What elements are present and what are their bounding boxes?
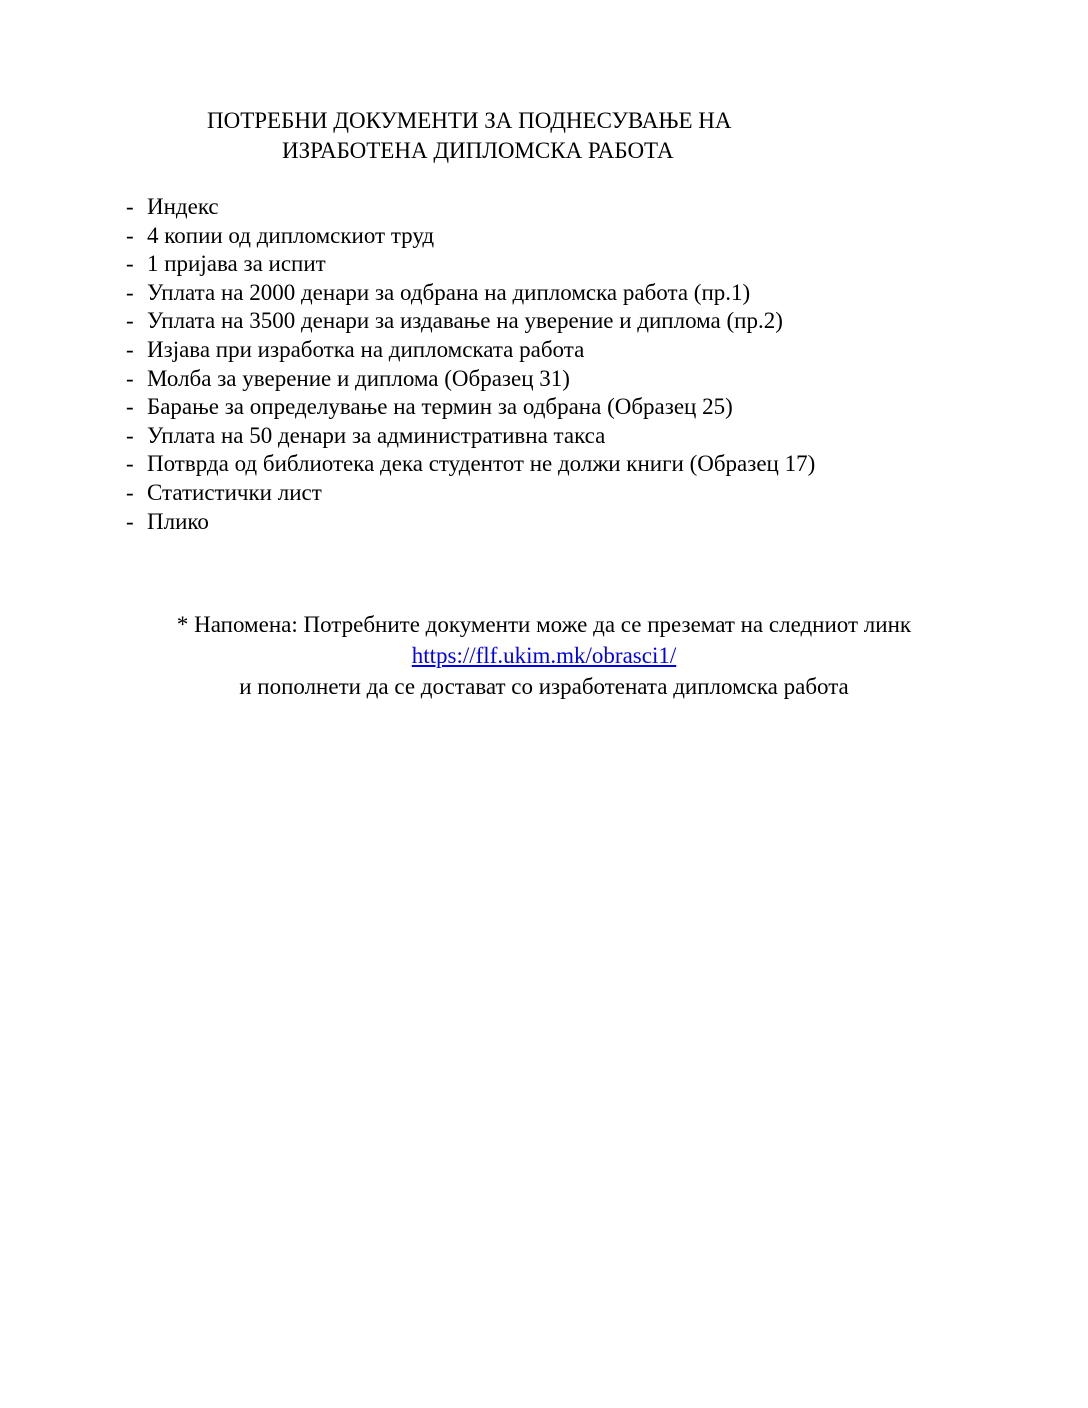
document-title: [0, 106, 1088, 166]
list-item-text: Барање за определување на термин за одбрана (Образец 25): [147, 394, 733, 420]
list-item-text: Уплата на 3500 денари за издавање на уверение и диплома (пр.2): [147, 308, 783, 334]
list-item: [126, 193, 815, 222]
list-item: [126, 479, 815, 508]
list-item-text: 4 копии од дипломскиот труд: [147, 222, 435, 248]
list-item: [126, 508, 815, 537]
list-item: [126, 365, 815, 394]
note-text: * Напомена: Потребните документи може да се преземат на следниот линк: [176, 612, 912, 637]
list-item-text: 1 пријава за испит: [147, 251, 326, 277]
forms-link[interactable]: https://flf.ukim.mk/obrasci1/: [411, 643, 677, 668]
list-bullet: -: [126, 394, 134, 420]
list-item: [126, 250, 815, 279]
list-item-text: Плико: [147, 508, 209, 534]
list-item-text: Уплата на 50 денари за административна такса: [147, 422, 606, 448]
list-item-text: Потврда од библиотека дека студентот не должи книги (Образец 17): [147, 451, 816, 477]
list-bullet: -: [126, 279, 134, 305]
title-line-2: ИЗРАБОТЕНА ДИПЛОМСКА РАБОТА: [282, 138, 674, 163]
list-item: [126, 336, 815, 365]
list-bullet: -: [126, 479, 134, 505]
list-bullet: -: [126, 194, 134, 219]
list-item-text: Изјава при изработка на дипломската работа: [147, 336, 585, 362]
list-item: [126, 422, 815, 451]
list-bullet: -: [126, 365, 134, 391]
list-bullet: -: [126, 308, 134, 334]
list-item-text: Уплата на 2000 денари за одбрана на дипломска работа (пр.1): [147, 279, 751, 305]
list-bullet: -: [126, 251, 134, 277]
title-line-1: ПОТРЕБНИ ДОКУМЕНТИ ЗА ПОДНЕСУВАЊЕ НА: [207, 108, 732, 133]
list-bullet: -: [126, 222, 134, 248]
list-bullet: -: [126, 508, 134, 534]
list-bullet: -: [126, 451, 134, 477]
note-closing-text: и пополнети да се достават со изработената дипломска работа: [239, 674, 849, 699]
list-item: [126, 450, 815, 479]
list-item: [126, 222, 815, 251]
list-item-text: Молба за уверение и диплома (Образец 31): [147, 365, 570, 391]
note-link-line: [0, 640, 1088, 671]
required-documents-list: [126, 193, 815, 536]
list-item-text: Индекс: [147, 194, 219, 219]
list-bullet: -: [126, 422, 134, 448]
note-block: [0, 609, 1088, 702]
list-item-text: Статистички лист: [147, 479, 322, 505]
list-item: [126, 393, 815, 422]
list-item: [126, 307, 815, 336]
list-item: [126, 279, 815, 308]
list-bullet: -: [126, 336, 134, 362]
